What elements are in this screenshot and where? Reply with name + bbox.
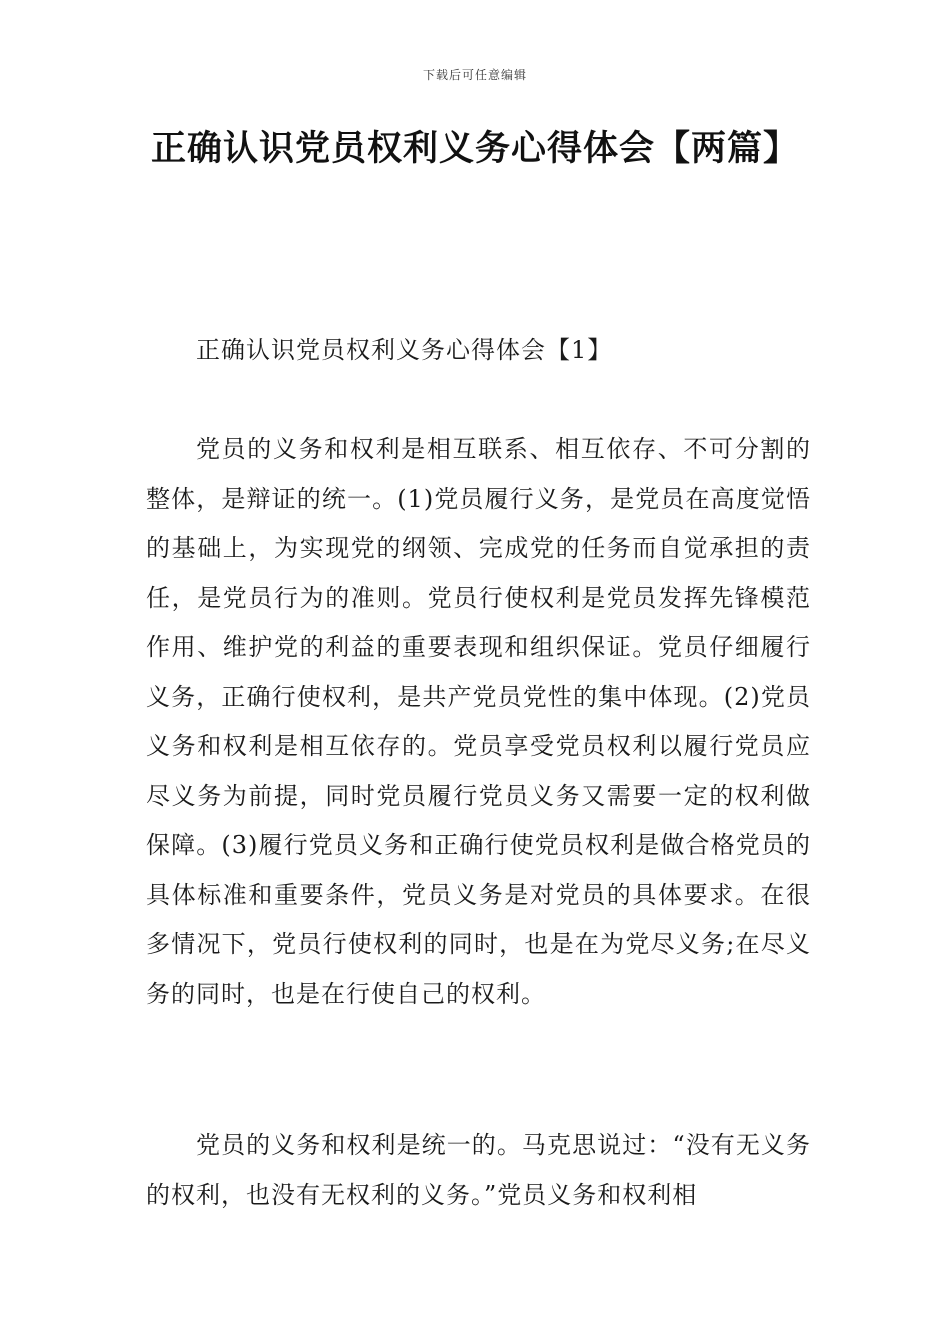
header-note: 下载后可任意编辑	[422, 68, 527, 82]
paragraph-2: 党员的义务和权利是统一的。马克思说过：“没有无义务的权利，也没有无权利的义务。”党员义务和权利相	[146, 1131, 811, 1209]
paragraph-1: 党员的义务和权利是相互联系、相互依存、不可分割的整体，是辩证的统一。(1)党员履行义务，是党员在高度觉悟的基础上，为实现党的纲领、完成党的任务而自觉承担的责任，是党员行为的准则。党员行使权利是党员发挥先锋模范作用、维护党的利益的重要表现和组织保证。党员仔细履行义务，正确行使权利，是共产党员党性的集中体现。(2)党员义务和权利是相互依存的。党员享受党员权利以履行党员应尽义务为前提，同时党员履行党员义务又需要一定的权利做保障。(3)履行党员义务和正确行使党员权利是做合格党员的具体标准和重要条件，党员义务是对党员的具体要求。在很多情况下，党员行使权利的同时，也是在为党尽义务;在尽义务的同时，也是在行使自己的权利。	[146, 435, 811, 1008]
section-heading: 正确认识党员权利义务心得体会【1】	[196, 336, 613, 364]
document-title: 正确认识党员权利义务心得体会【两篇】	[150, 129, 799, 169]
